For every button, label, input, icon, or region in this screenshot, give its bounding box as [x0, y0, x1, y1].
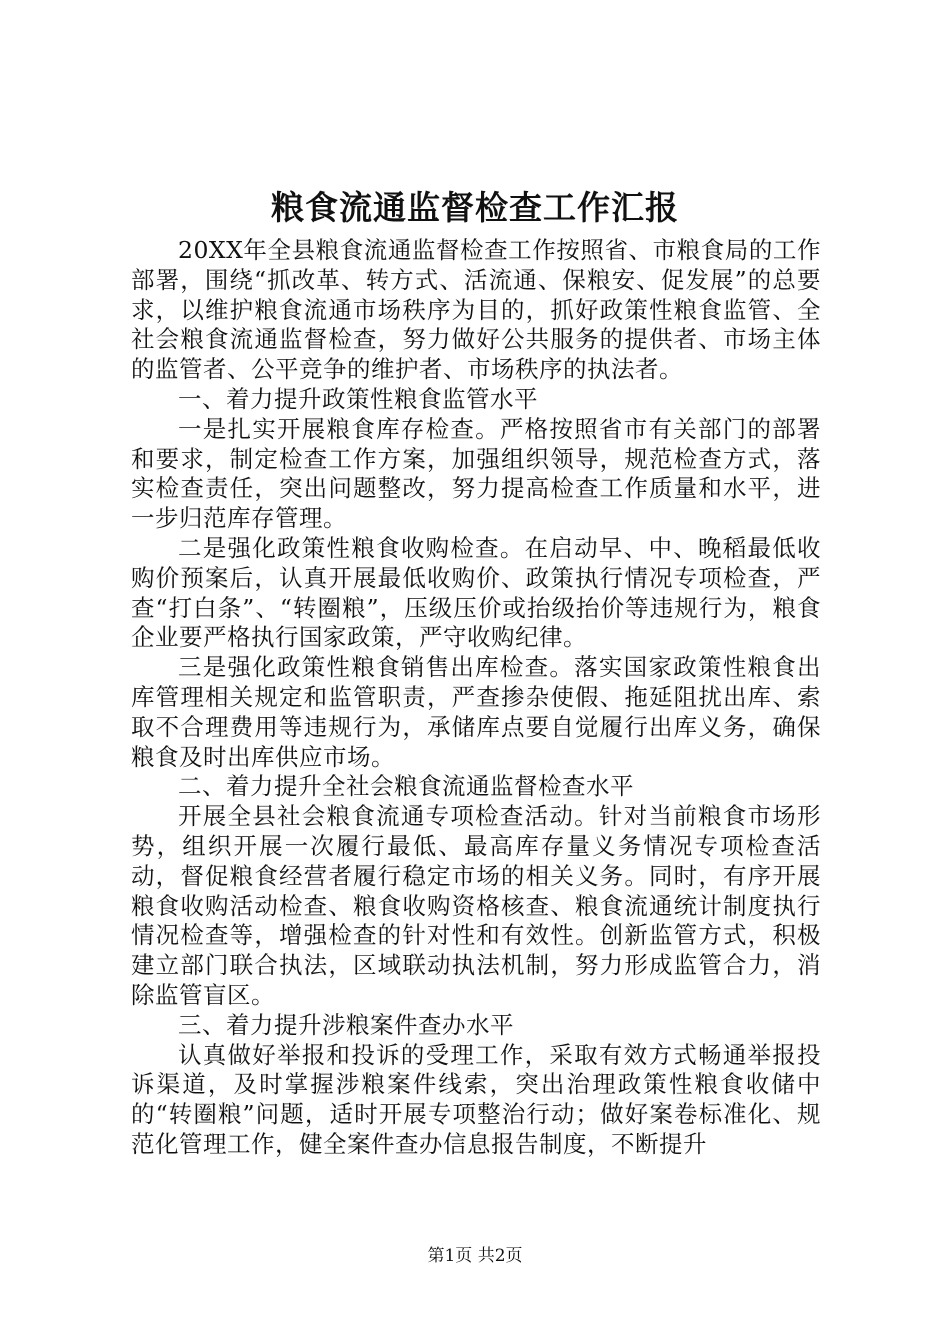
body-paragraph: 三是强化政策性粮食销售出库检查。落实国家政策性粮食出库管理相关规定和监管职责，严查掺杂使假、拖延阻扰出库、索取不合理费用等违规行为，承储库点要自觉履行出库义务，确保粮食及时出库供应市场。	[131, 653, 821, 771]
page-footer: 第1页 共2页	[427, 1246, 523, 1266]
document-body	[131, 236, 821, 1160]
document-title: 粮食流通监督检查工作汇报	[271, 188, 679, 227]
section-heading-2: 二、着力提升全社会粮食流通监督检查水平	[178, 772, 634, 801]
intro-paragraph: 20XX年全县粮食流通监督检查工作按照省、市粮食局的工作部署，围绕“抓改革、转方式、活流通、保粮安、促发展”的总要求，以维护粮食流通市场秩序为目的，抓好政策性粮食监管、全社会粮食流通监督检查，努力做好公共服务的提供者、市场主体的监管者、公平竞争的维护者、市场秩序的执法者。	[131, 236, 821, 384]
body-paragraph: 二是强化政策性粮食收购检查。在启动早、中、晚稻最低收购价预案后，认真开展最低收购价、政策执行情况专项检查，严查“打白条”、“转圈粮”，压级压价或抬级抬价等违规行为，粮食企业要严格执行国家政策，严守收购纪律。	[131, 533, 821, 652]
section-heading-3: 三、着力提升涉粮案件查办水平	[178, 1010, 514, 1039]
body-paragraph: 开展全县社会粮食流通专项检查活动。针对当前粮食市场形势，组织开展一次履行最低、最高库存量义务情况专项检查活动，督促粮食经营者履行稳定市场的相关义务。同时，有序开展粮食收购活动检查、粮食收购资格核查、粮食流通统计制度执行情况检查等，增强检查的针对性和有效性。创新监管方式，积极建立部门联合执法，区域联动执法机制，努力形成监管合力，消除监管盲区。	[131, 802, 821, 1009]
section-heading-1: 一、着力提升政策性粮食监管水平	[178, 384, 538, 413]
body-paragraph: 一是扎实开展粮食库存检查。严格按照省市有关部门的部署和要求，制定检查工作方案，加强组织领导，规范检查方式，落实检查责任，突出问题整改，努力提高检查工作质量和水平，进一步归范库存管理。	[131, 414, 821, 533]
body-paragraph: 认真做好举报和投诉的受理工作，采取有效方式畅通举报投诉渠道，及时掌握涉粮案件线索，突出治理政策性粮食收储中的“转圈粮”问题，适时开展专项整治行动；做好案卷标准化、规范化管理工作，健全案件查办信息报告制度，不断提升	[131, 1040, 821, 1158]
